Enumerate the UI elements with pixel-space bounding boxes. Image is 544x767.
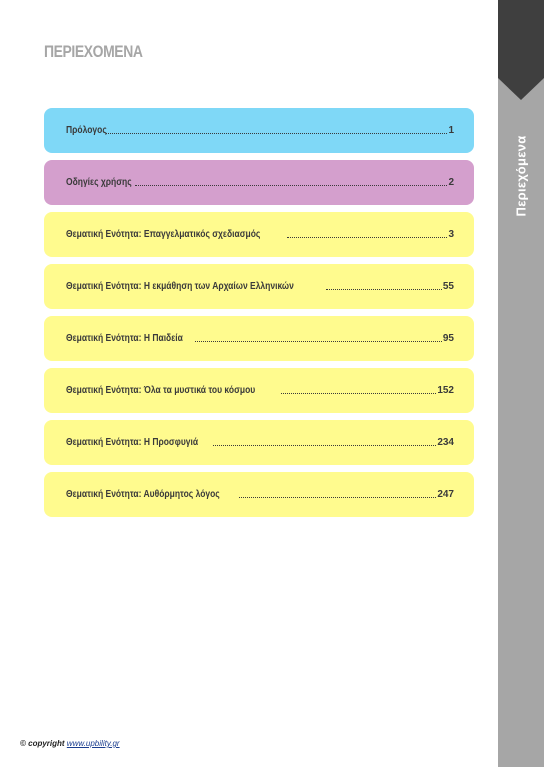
toc-entry-unit-5[interactable] <box>44 420 474 465</box>
toc-entry-unit-2[interactable] <box>44 264 474 309</box>
toc-entry-instructions[interactable] <box>44 160 474 205</box>
toc-entry-unit-4[interactable] <box>44 368 474 413</box>
copyright-footer <box>20 739 120 748</box>
toc-entry-page: 234 <box>437 437 454 448</box>
toc-entry-label: Θεματική Ενότητα: Η Παιδεία <box>66 333 183 344</box>
toc-entry-page: 1 <box>448 125 454 136</box>
toc-leader-dots <box>281 385 437 394</box>
toc-entry-label: Πρόλογος <box>66 125 107 136</box>
toc-entry-unit-6[interactable] <box>44 472 474 517</box>
toc-entry-page: 152 <box>437 385 454 396</box>
toc-entry-page: 95 <box>442 333 454 344</box>
table-of-contents <box>44 108 474 524</box>
toc-entry-page: 3 <box>448 229 454 240</box>
toc-entry-label: Θεματική Ενότητα: Η Προσφυγιά <box>66 437 199 448</box>
website-link[interactable]: www.upbility.gr <box>66 739 120 748</box>
toc-leader-dots <box>326 281 442 290</box>
toc-entry-prologue[interactable] <box>44 108 474 153</box>
side-tab-label: Περιεχόμενα <box>513 135 529 217</box>
toc-entry-page: 247 <box>437 489 454 500</box>
toc-entry-label: Θεματική Ενότητα: Η εκμάθηση των Αρχαίων Ελληνικών <box>66 281 294 292</box>
toc-entry-label: Οδηγίες χρήσης <box>66 177 132 188</box>
toc-entry-label: Θεματική Ενότητα: Αυθόρμητος λόγος <box>66 489 220 500</box>
copyright-text: © copyright <box>20 739 65 748</box>
toc-leader-dots <box>195 333 441 342</box>
toc-entry-page: 55 <box>442 281 454 292</box>
toc-leader-dots <box>239 489 436 498</box>
toc-entry-label: Θεματική Ενότητα: Όλα τα μυστικά του κόσμου <box>66 385 256 396</box>
toc-leader-dots <box>106 125 448 134</box>
toc-entry-label: Θεματική Ενότητα: Επαγγελματικός σχεδιασμός <box>66 229 261 240</box>
toc-entry-unit-1[interactable] <box>44 212 474 257</box>
toc-entry-unit-3[interactable] <box>44 316 474 361</box>
toc-leader-dots <box>135 177 447 186</box>
toc-entry-page: 2 <box>448 177 454 188</box>
toc-leader-dots <box>287 229 448 238</box>
side-tab-arrow <box>498 78 544 100</box>
page-title: ΠΕΡΙΕΧΟΜΕΝΑ <box>44 42 143 61</box>
toc-leader-dots <box>213 437 436 446</box>
